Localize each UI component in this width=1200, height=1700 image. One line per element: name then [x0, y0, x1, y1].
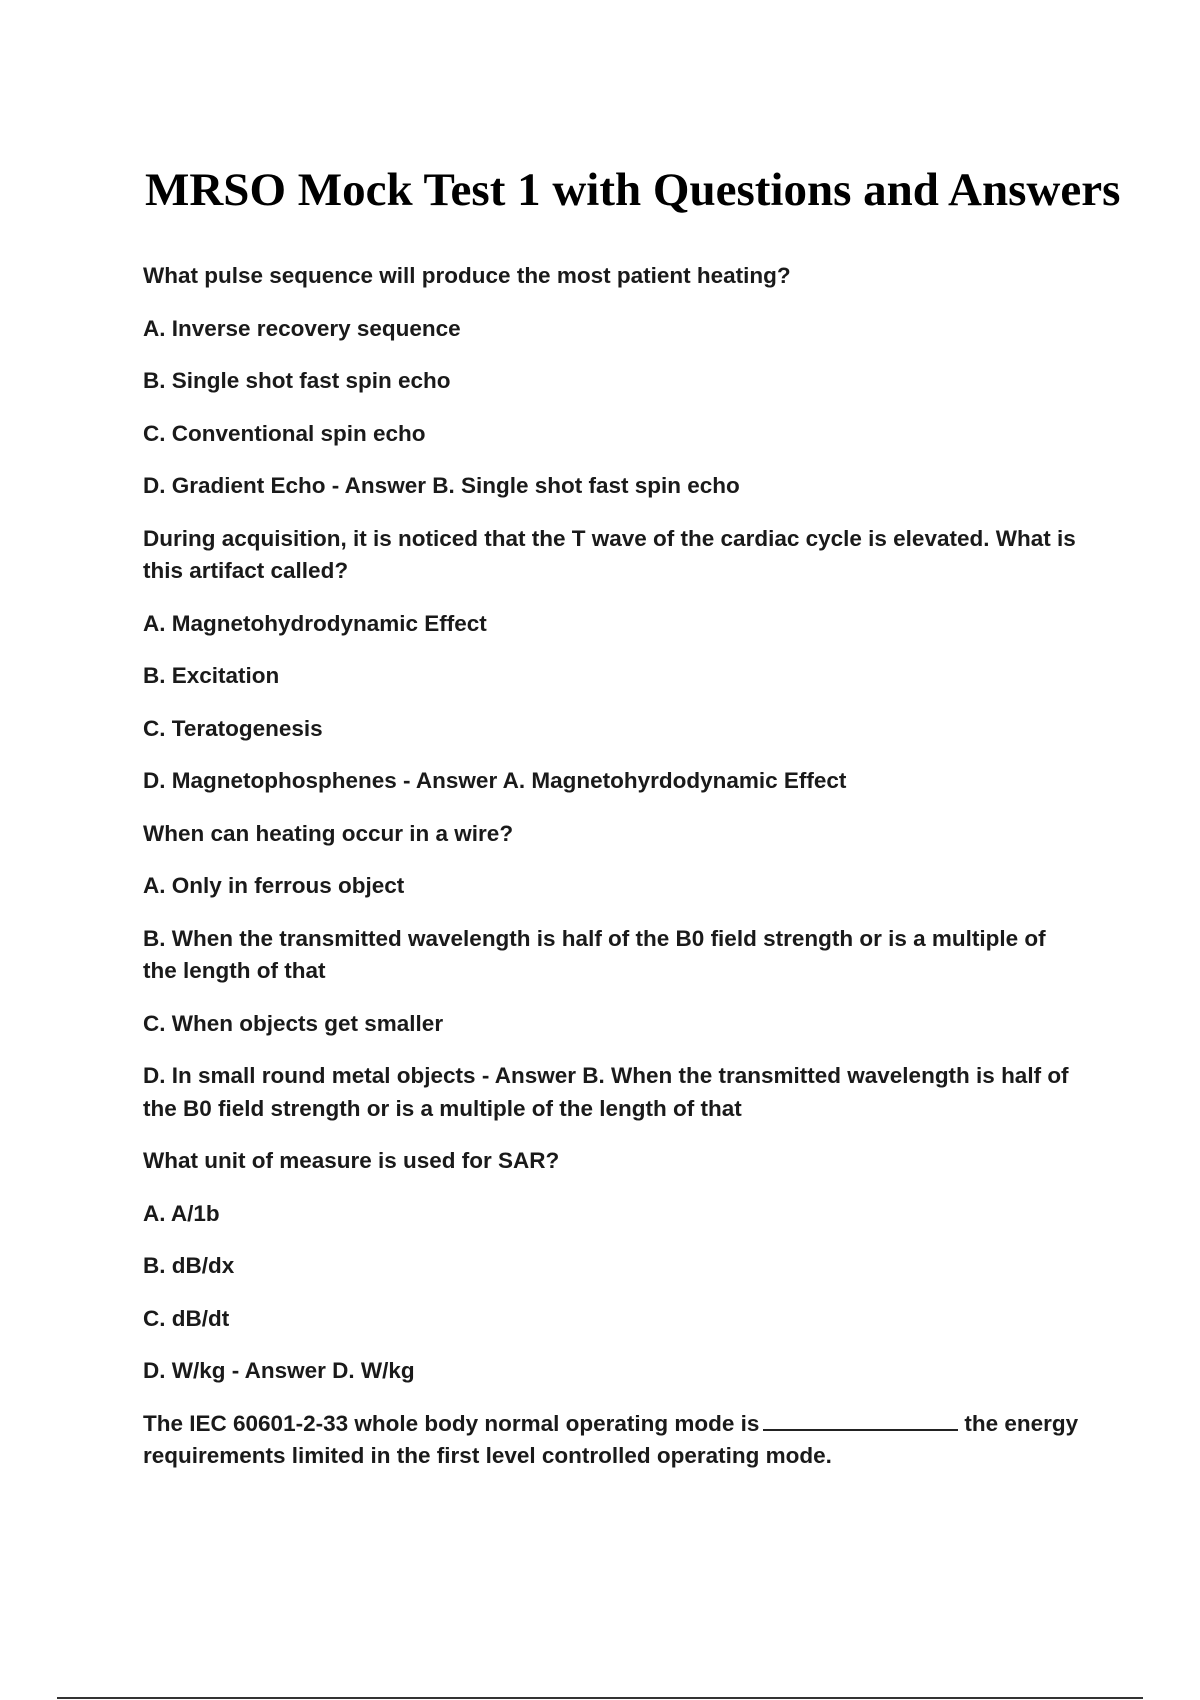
question-1-option-d-answer: D. Gradient Echo - Answer B. Single shot fast spin echo: [143, 473, 740, 498]
answer-blank: [763, 1409, 958, 1431]
question-5-text-after-blank: the energy requirements limited in the first level controlled operating mode.: [143, 1410, 1079, 1468]
question-3-option-c: C. When objects get smaller: [143, 1010, 444, 1036]
question-3-option-d-answer: D. In small round metal objects - Answer B. When the transmitted wavelength is half of the B0 field strength or is a multiple of the length of that: [143, 1063, 1069, 1121]
question-2-option-c: C. Teratogenesis: [143, 715, 323, 741]
question-4-option-b: B. dB/dx: [143, 1253, 235, 1278]
question-2-option-d-answer: D. Magnetophosphenes - Answer A. Magnetohyrdodynamic Effect: [143, 768, 847, 793]
question-4-option-a: A. A/1b: [143, 1200, 220, 1226]
question-3-option-b: B. When the transmitted wavelength is half of the B0 field strength or is a multiple of the length of that: [143, 925, 1046, 983]
question-3: When can heating occur in a wire?: [143, 820, 514, 846]
document-body: [143, 260, 1083, 1493]
question-4: What unit of measure is used for SAR?: [143, 1148, 560, 1173]
question-5: [143, 1408, 1083, 1473]
question-2-option-b: B. Excitation: [143, 663, 280, 688]
question-4-option-d-answer: D. W/kg - Answer D. W/kg: [143, 1358, 415, 1383]
question-5-text-before-blank: The IEC 60601-2-33 whole body normal operating mode is: [143, 1410, 760, 1436]
footer-divider: [57, 1697, 1143, 1699]
question-3-option-a: A. Only in ferrous object: [143, 873, 405, 898]
question-1: What pulse sequence will produce the most patient heating?: [143, 263, 791, 288]
question-1-option-a: A. Inverse recovery sequence: [143, 315, 461, 341]
question-4-option-c: C. dB/dt: [143, 1305, 230, 1331]
document-title: MRSO Mock Test 1 with Questions and Answers: [145, 164, 1121, 216]
question-1-option-c: C. Conventional spin echo: [143, 420, 426, 446]
question-2-option-a: A. Magnetohydrodynamic Effect: [143, 610, 487, 636]
question-2: During acquisition, it is noticed that the T wave of the cardiac cycle is elevated. What is this artifact called?: [143, 525, 1076, 583]
question-1-option-b: B. Single shot fast spin echo: [143, 368, 451, 393]
